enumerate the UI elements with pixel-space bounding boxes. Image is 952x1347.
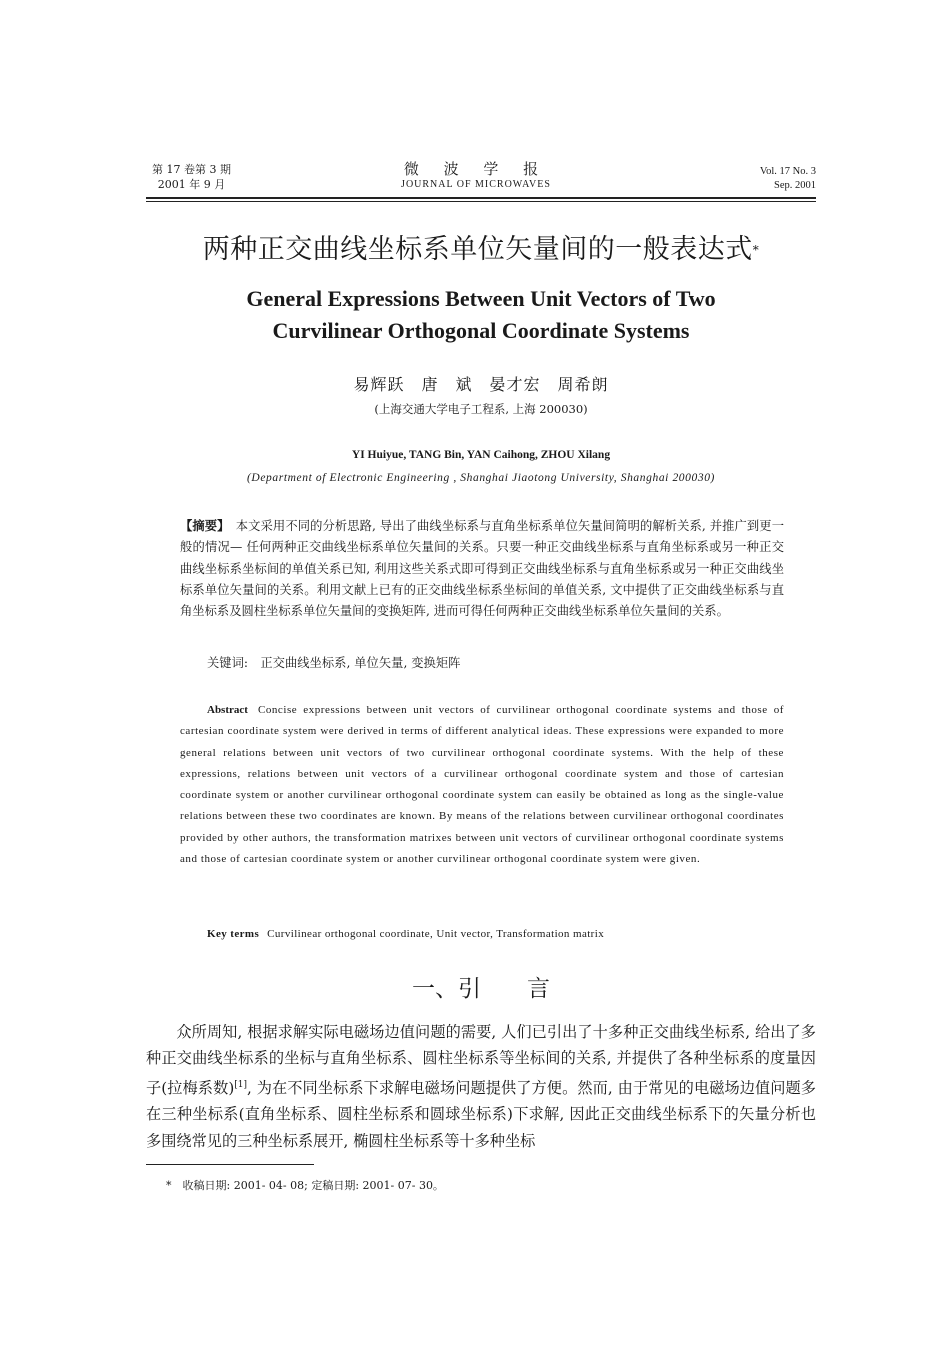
affiliation-cn: (上海交通大学电子工程系, 上海 200030) (374, 402, 588, 416)
title-en-line2: Curvilinear Orthogonal Coordinate Systems (272, 318, 690, 343)
body-text-part1: 众所周知, 根据求解实际电磁场边值问题的需要, 人们已引出了十多种正交曲线坐标系, 给出了多种正交曲线坐标系的坐标与直角坐标系、圆柱坐标系等坐标间的关系, 并提供了各种坐标系的度量因子(拉梅系数) (146, 1023, 816, 1097)
abstract-en-text: Concise expressions between unit vectors of curvilinear orthogonal coordinate systems and those of cartesian coordinate system were derived in terms of different analytical ideas. These expressions were expanded to more general relations between unit vectors of two curvilinear orthogonal coordinate systems. With the help of these expressions, relations between unit vectors of a curvilinear orthogonal coordinate system and those of cartesian coordinate system or another curvilinear orthogonal coordinate system can easily be obtained as long as the single-value relations between these two coordinates are known. By means of the relations between curvilinear orthogonal coordinates provided by other authors, the transformation matrixes between unit vectors of curvilinear orthogonal coordinate systems and those of cartesian coordinate system or another curvilinear orthogonal coordinate system were given. (180, 704, 784, 866)
header-journal (330, 160, 622, 192)
title-cn (146, 232, 816, 268)
abstract-cn-text: 本文采用不同的分析思路, 导出了曲线坐标系与直角坐标系单位矢量间简明的解析关系, 并推广到更一般的情况— 任何两种正交曲线坐标系单位矢量间的关系。只要一种正交曲线坐标系与直角坐标系或另一种正交曲线坐标系坐标间的单值关系已知, 利用这些关系式即可得到正交曲线坐标系与直角坐标系或另一种正交曲线坐标系单位矢量间的关系。利用文献上已有的正交曲线坐标系坐标间的单值关系, 文中提供了正交曲线坐标系与直角坐标系及圆柱坐标系单位矢量间的变换矩阵, 进而可得任何两种正交曲线坐标系单位矢量间的关系。 (180, 519, 784, 619)
footnote-rule (146, 1164, 314, 1165)
title-footnote-mark: * (752, 243, 760, 257)
section-number: 一、引 (412, 976, 481, 1002)
keywords-en (207, 928, 604, 940)
affiliation-en: (Department of Electronic Engineering , Shanghai Jiaotong University, Shanghai 200030) (247, 472, 715, 484)
header-rule-thin (146, 201, 816, 202)
keywords-cn-text: 正交曲线坐标系, 单位矢量, 变换矩阵 (260, 656, 461, 670)
header-date-en: Sep. 2001 (774, 180, 816, 191)
body-text-part2: , 为在不同坐标系下求解电磁场问题提供了方便。然而, 由于常见的电磁场边值问题多在三种坐标系(直角坐标系、圆柱坐标系和圆球坐标系)下求解, 因此正交曲线坐标系下的矢量分析也多围绕常见的三种坐标系展开, 椭圆柱坐标系等十多种坐标 (146, 1078, 816, 1150)
abstract-cn (180, 515, 784, 622)
title-cn-text: 两种正交曲线坐标系单位矢量间的一般表达式 (202, 234, 753, 265)
authors-en: YI Huiyue, TANG Bin, YAN Caihong, ZHOU Xilang (351, 449, 611, 461)
section-heading (146, 970, 816, 1003)
body-paragraph (146, 1019, 816, 1154)
header-issue-cn (152, 162, 231, 192)
header-volume-en: Vol. 17 No. 3 (759, 166, 816, 177)
journal-name-en: JOURNAL OF MICROWAVES (401, 179, 551, 190)
citation-ref: [1] (234, 1079, 248, 1090)
keywords-en-text: Curvilinear orthogonal coordinate, Unit vector, Transformation matrix (267, 928, 605, 940)
abstract-en (180, 700, 784, 870)
keywords-cn-label: 关键词: (207, 656, 249, 670)
abstract-cn-label: 【摘要】 (180, 518, 224, 533)
keywords-en-label: Key terms (207, 928, 260, 940)
journal-name-cn: 微 波 学 报 (403, 160, 549, 178)
keywords-cn (207, 653, 460, 671)
title-en-line1: General Expressions Between Unit Vectors of Two (246, 286, 716, 311)
footnote (166, 1177, 444, 1193)
header-issue-en (760, 165, 816, 193)
authors-cn: 易辉跃 唐 斌 晏才宏 周希朗 (353, 375, 609, 394)
footnote-mark: * (166, 1179, 172, 1192)
header-volume-cn: 第 17 卷第 3 期 (152, 163, 231, 176)
title-en (166, 283, 796, 347)
section-title: 言 (527, 976, 550, 1002)
header-date-cn: 2001 年 9 月 (157, 178, 226, 191)
footnote-text: 收稿日期: 2001- 04- 08; 定稿日期: 2001- 07- 30。 (182, 1179, 444, 1192)
abstract-en-label: Abstract (207, 704, 248, 716)
header-rule-thick (146, 197, 816, 199)
